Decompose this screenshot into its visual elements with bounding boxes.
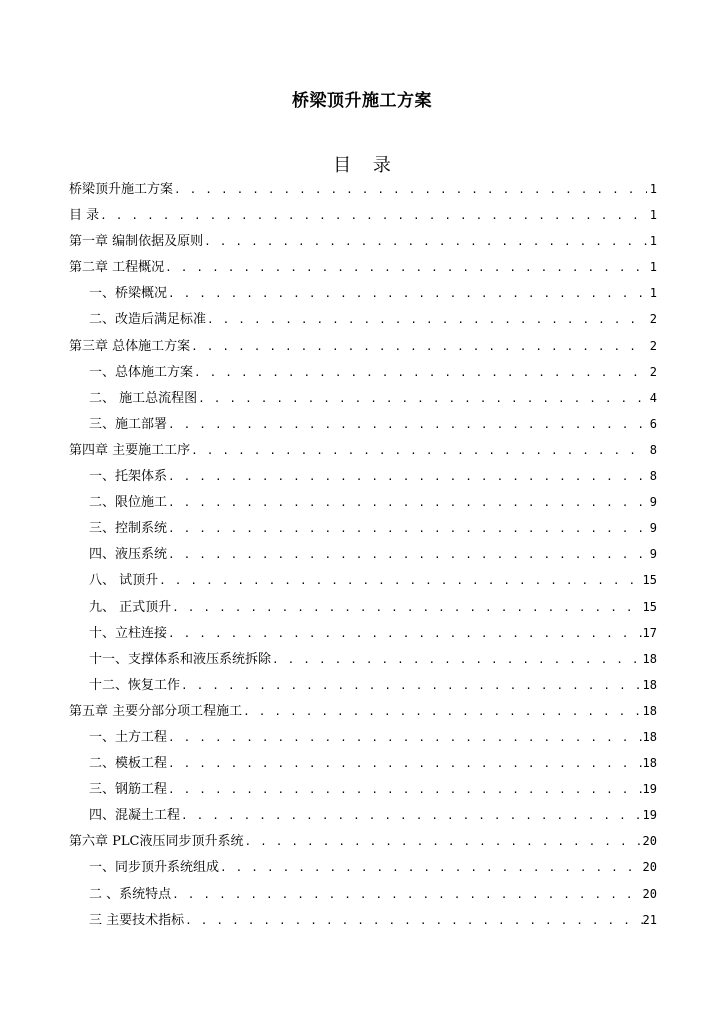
toc-page-number: 19 [642, 782, 657, 797]
toc-dot-leader [242, 699, 642, 724]
toc-entry[interactable] [69, 907, 657, 933]
toc-dot-leader [271, 647, 643, 672]
toc-entry[interactable] [69, 333, 657, 359]
toc-entry[interactable] [69, 802, 657, 828]
toc-dot-leader [158, 568, 642, 593]
toc-page-number: 18 [642, 677, 657, 692]
toc-entry[interactable] [69, 881, 657, 907]
toc-entry[interactable] [69, 724, 657, 750]
toc-entry-title: 第二章 工程概况 [69, 260, 165, 276]
toc-page-number: 15 [642, 573, 657, 588]
toc-page-number: 1 [649, 182, 657, 196]
toc-page-number: 8 [649, 442, 657, 457]
toc-dot-leader [243, 829, 642, 854]
toc-entry[interactable] [69, 280, 657, 306]
toc-dot-leader [167, 490, 647, 515]
toc-page-number: 9 [649, 521, 657, 536]
toc-entry[interactable] [69, 698, 657, 724]
toc-dot-leader [219, 855, 643, 880]
toc-dot-leader [167, 516, 647, 541]
toc-entry-title: 三、控制系统 [89, 521, 168, 537]
toc-entry[interactable] [69, 620, 657, 646]
toc-entry-title: 一、桥梁概况 [89, 286, 168, 302]
toc-dot-leader [167, 751, 643, 776]
toc-page-number: 15 [642, 599, 657, 614]
toc-entry-title: 桥梁顶升施工方案 [69, 182, 174, 197]
toc-entry-title: 一、土方工程 [89, 729, 168, 745]
toc-entry-title: 二、限位施工 [89, 495, 168, 511]
toc-entry-title: 十一、支撑体系和液压系统拆除 [89, 651, 272, 667]
toc-page-number: 18 [642, 756, 657, 771]
toc-page-number: 18 [642, 703, 657, 718]
toc-entry[interactable] [69, 515, 657, 541]
toc-entry[interactable] [69, 594, 657, 620]
toc-entry-title: 九、 正式顶升 [89, 599, 172, 615]
toc-page-number: 8 [649, 469, 657, 484]
toc-entry[interactable] [69, 750, 657, 776]
toc-dot-leader [167, 542, 647, 567]
toc-dot-leader [206, 307, 647, 332]
toc-dot-leader [203, 229, 647, 254]
toc-page-number: 1 [649, 234, 657, 249]
toc-entry-title: 第三章 总体施工方案 [69, 338, 191, 354]
toc-entry[interactable] [69, 541, 657, 567]
toc-entry-title: 二、改造后满足标准 [89, 312, 207, 328]
toc-entry-title: 目 录 [69, 208, 100, 224]
toc-dot-leader [190, 438, 647, 463]
toc-dot-leader [180, 803, 643, 828]
toc-page-number: 6 [649, 416, 657, 431]
toc-dot-leader [184, 908, 642, 933]
toc-entry[interactable] [69, 463, 657, 489]
toc-entry[interactable] [69, 202, 657, 228]
toc-dot-leader [167, 725, 643, 750]
toc-page-number: 18 [642, 729, 657, 744]
toc-entry-title: 第五章 主要分部分项工程施工 [69, 703, 243, 719]
toc-dot-leader [171, 882, 642, 907]
toc-entry[interactable] [69, 385, 657, 411]
toc-entry-title: 三、施工部署 [89, 416, 168, 432]
toc-entry[interactable] [69, 854, 657, 880]
toc-heading: 目 录 [333, 155, 399, 176]
toc-dot-leader [167, 621, 643, 646]
toc-page-number: 4 [649, 390, 657, 405]
toc-page-number: 9 [649, 495, 657, 510]
toc-dot-leader [180, 673, 643, 698]
toc-entry[interactable] [69, 489, 657, 515]
toc-page-number: 1 [649, 208, 657, 223]
toc-entry-title: 一、总体施工方案 [89, 364, 194, 380]
toc-page-number: 20 [642, 860, 657, 875]
toc-page-number: 19 [642, 808, 657, 823]
toc-entry-title: 一、同步顶升系统组成 [89, 860, 220, 876]
toc-entry[interactable] [69, 359, 657, 385]
toc-entry[interactable] [69, 254, 657, 280]
toc-page-number: 1 [649, 286, 657, 301]
toc-page-number: 2 [649, 338, 657, 353]
toc-entry-title: 第一章 编制依据及原则 [69, 234, 204, 250]
toc-page-number: 20 [642, 834, 657, 849]
toc-dot-leader [167, 777, 643, 802]
toc-entry-title: 八、 试顶升 [89, 573, 159, 589]
toc-entry-title: 二、 施工总流程图 [89, 390, 198, 406]
toc-page-number: 2 [649, 312, 657, 327]
toc-entry[interactable] [69, 646, 657, 672]
toc-page-number: 2 [649, 364, 657, 379]
toc-entry[interactable] [69, 828, 657, 854]
toc-entry-title: 第四章 主要施工工序 [69, 442, 191, 458]
toc-entry-title: 十二、恢复工作 [89, 677, 181, 693]
toc-dot-leader [167, 281, 647, 306]
toc-entry-title: 一、托架体系 [89, 469, 168, 485]
toc-page-number: 1 [649, 260, 657, 275]
document-title: 桥梁顶升施工方案 [292, 91, 432, 111]
toc-dot-leader [164, 255, 647, 280]
toc-entry-title: 第六章 PLC液压同步顶升系统 [69, 834, 244, 850]
toc-entry-title: 三、钢筋工程 [89, 782, 168, 798]
toc-dot-leader [167, 412, 647, 437]
toc-dot-leader [190, 334, 647, 359]
toc-entry-title: 四、混凝土工程 [89, 808, 181, 824]
toc-page-number: 17 [642, 625, 657, 640]
toc-dot-leader [193, 360, 647, 385]
toc-entry[interactable] [69, 176, 657, 202]
toc-dot-leader [197, 386, 647, 411]
toc-entry-title: 二、模板工程 [89, 756, 168, 772]
toc-entry[interactable] [69, 228, 657, 254]
toc-entry-title: 四、液压系统 [89, 547, 168, 563]
toc-entry-title: 十、立柱连接 [89, 625, 168, 641]
toc-page-number: 18 [642, 651, 657, 666]
toc-dot-leader [167, 464, 647, 489]
toc-page-number: 20 [642, 886, 657, 901]
toc-entry[interactable] [69, 437, 657, 463]
table-of-contents [69, 176, 657, 933]
toc-dot-leader [173, 177, 647, 202]
toc-entry[interactable] [69, 672, 657, 698]
toc-dot-leader [99, 203, 647, 228]
toc-entry[interactable] [69, 776, 657, 802]
toc-entry-title: 三 主要技术指标 [89, 912, 185, 928]
toc-entry-title: 二 、系统特点 [89, 886, 172, 902]
toc-page-number: 21 [642, 912, 657, 927]
toc-page-number: 9 [649, 547, 657, 562]
toc-entry[interactable] [69, 306, 657, 332]
toc-dot-leader [171, 595, 642, 620]
toc-entry[interactable] [69, 567, 657, 593]
toc-entry[interactable] [69, 411, 657, 437]
